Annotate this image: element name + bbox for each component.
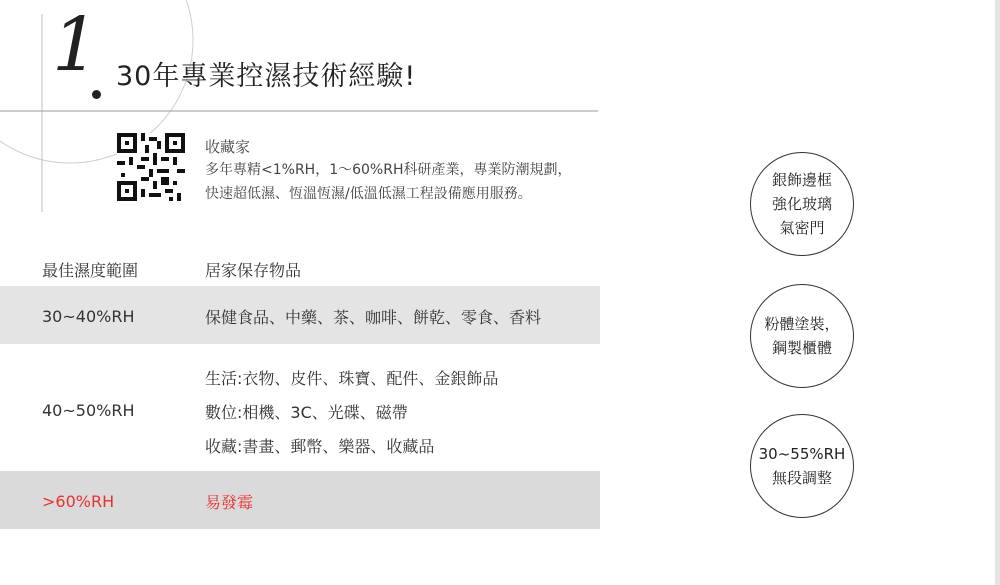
collector-desc-line-1: 多年專精<1%RH，1～60%RH科研產業，專業防潮規劃， bbox=[205, 162, 572, 178]
table-row bbox=[0, 286, 600, 344]
badge-line: 粉體塗裝， bbox=[764, 315, 840, 333]
badge-line: 氣密門 bbox=[779, 219, 825, 237]
row-range: 40~50%RH bbox=[42, 401, 135, 420]
row-items: 易發霉 bbox=[205, 493, 254, 512]
row-items: 數位:相機、3C、光碟、磁帶 bbox=[205, 403, 408, 422]
row-range: 30~40%RH bbox=[42, 307, 135, 326]
table-header-items: 居家保存物品 bbox=[205, 261, 302, 280]
table-row bbox=[0, 471, 600, 529]
page-edge-bar bbox=[995, 0, 1000, 585]
collector-block bbox=[205, 136, 571, 206]
feature-badge-humidity-range bbox=[750, 414, 854, 518]
row-range: >60%RH bbox=[42, 492, 115, 511]
collector-name: 收藏家 bbox=[205, 138, 251, 156]
table-header-range: 最佳濕度範圍 bbox=[42, 261, 139, 280]
row-items: 保健食品、中藥、茶、咖啡、餅乾、零食、香料 bbox=[205, 308, 542, 327]
badge-line: 鋼製櫃體 bbox=[771, 339, 832, 357]
table-row bbox=[0, 344, 600, 471]
qr-code-icon bbox=[117, 133, 185, 201]
row-items: 生活:衣物、皮件、珠寶、配件、金銀飾品 bbox=[205, 369, 499, 388]
badge-line: 強化玻璃 bbox=[771, 195, 832, 213]
badge-line: 無段調整 bbox=[771, 469, 832, 487]
badge-line: 30~55%RH bbox=[758, 445, 846, 463]
row-items: 收藏:書畫、郵幣、樂器、收藏品 bbox=[205, 437, 435, 456]
section-number: 1 bbox=[52, 2, 100, 88]
badge-line: 銀飾邊框 bbox=[771, 171, 832, 189]
feature-badge-steel-cabinet bbox=[750, 284, 854, 388]
collector-desc-line-2: 快速超低濕、恆溫恆濕/低溫低濕工程設備應用服務。 bbox=[205, 186, 532, 202]
section-title: 30年專業控濕技術經驗! bbox=[116, 61, 417, 92]
section-number-dot bbox=[92, 90, 101, 99]
feature-badge-glass-door bbox=[750, 152, 854, 256]
